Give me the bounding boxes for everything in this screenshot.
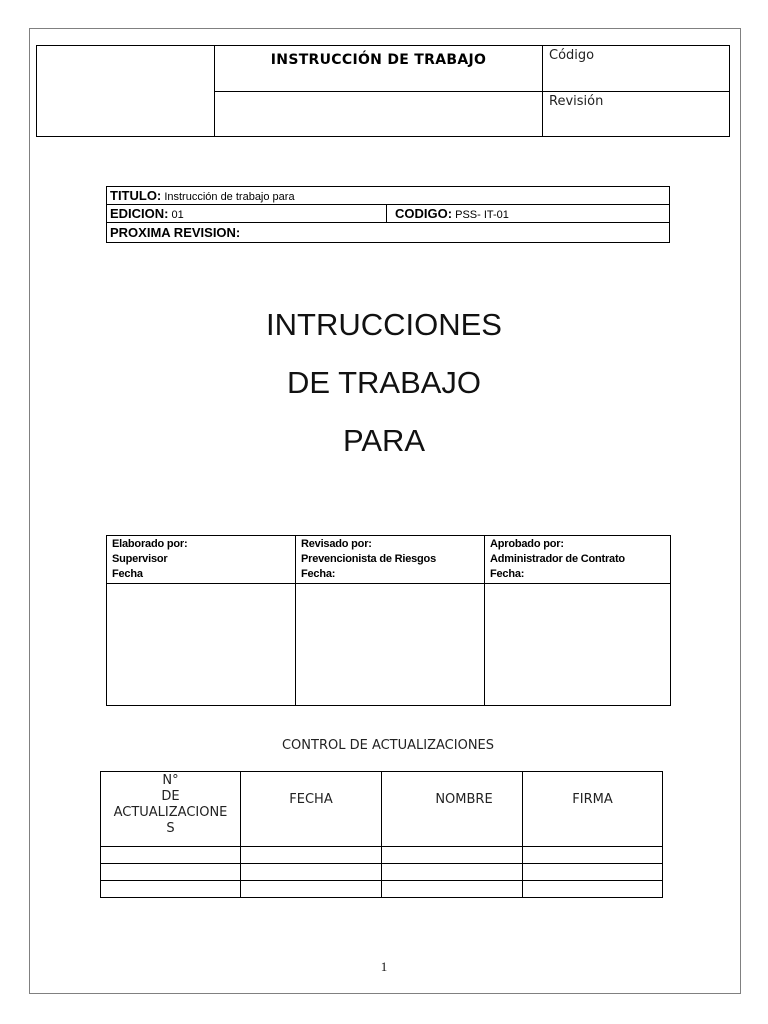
document-header-table	[36, 45, 730, 137]
table-cell	[101, 847, 241, 864]
table-cell	[241, 881, 382, 898]
elaborado-role: Supervisor	[112, 553, 168, 565]
edicion-codigo-row	[107, 205, 669, 223]
revisado-role: Prevencionista de Riesgos	[301, 553, 436, 565]
aprobado-role: Administrador de Contrato	[490, 553, 625, 565]
elaborado-column	[107, 536, 296, 705]
aprobado-signature-area	[485, 584, 670, 705]
header-numero-line-4: S	[166, 821, 175, 836]
table-cell	[382, 847, 523, 864]
main-title-line-1: INTRUCCIONES	[266, 307, 502, 342]
header-numero-line-3: ACTUALIZACIONE	[113, 805, 228, 820]
table-cell	[101, 881, 241, 898]
edicion-value: 01	[168, 209, 184, 221]
header-title: INSTRUCCIÓN DE TRABAJO	[215, 46, 543, 92]
elaborado-label: Elaborado por:	[112, 538, 188, 550]
page-number: 1	[380, 959, 388, 974]
table-row	[101, 847, 662, 864]
header-numero-line-2: DE	[161, 789, 180, 804]
revisado-date-label: Fecha:	[301, 568, 336, 580]
proxima-revision-row	[107, 224, 669, 242]
codigo-label: CODIGO:	[395, 206, 453, 221]
control-table-header	[101, 772, 662, 847]
main-title-line-3: PARA	[342, 423, 426, 458]
control-title: CONTROL DE ACTUALIZACIONES	[281, 738, 495, 753]
aprobado-date-label: Fecha:	[490, 568, 525, 580]
table-cell	[101, 864, 241, 881]
codigo-cell	[387, 205, 669, 223]
main-title-line-2: DE TRABAJO	[286, 365, 482, 400]
header-blank-cell	[215, 92, 543, 136]
table-row	[101, 864, 662, 881]
revisado-label: Revisado por:	[301, 538, 372, 550]
control-table	[100, 771, 663, 898]
table-cell	[382, 864, 523, 881]
document-info-table	[106, 186, 670, 243]
elaborado-header	[107, 536, 295, 584]
titulo-value: Instrucción de trabajo para	[161, 191, 295, 203]
header-nombre: NOMBRE	[382, 772, 523, 847]
titulo-label: TITULO:	[110, 188, 162, 203]
elaborado-signature-area	[107, 584, 295, 705]
elaborado-date-label: Fecha	[112, 568, 143, 580]
table-cell	[523, 864, 662, 881]
revisado-signature-area	[296, 584, 484, 705]
proxima-revision-label: PROXIMA REVISION:	[110, 225, 241, 240]
table-cell	[523, 881, 662, 898]
table-cell	[523, 847, 662, 864]
header-numero-actualizaciones	[101, 772, 241, 847]
revisado-header	[296, 536, 484, 584]
revisado-column	[296, 536, 485, 705]
header-numero-line-1: N°	[162, 773, 179, 788]
header-firma: FIRMA	[572, 792, 613, 807]
header-codigo-label: Código	[543, 46, 729, 92]
approval-table	[106, 535, 671, 706]
edicion-cell	[107, 205, 387, 223]
aprobado-header	[485, 536, 670, 584]
logo-cell	[37, 46, 215, 136]
titulo-cell	[107, 187, 295, 205]
header-fecha: FECHA	[241, 772, 382, 847]
table-row	[101, 881, 662, 898]
header-revision-label: Revisión	[549, 94, 604, 109]
codigo-value: PSS- IT-01	[452, 209, 509, 221]
table-cell	[241, 864, 382, 881]
table-cell	[241, 847, 382, 864]
titulo-row	[107, 187, 669, 205]
aprobado-label: Aprobado por:	[490, 538, 564, 550]
edicion-label: EDICION:	[110, 206, 169, 221]
aprobado-column	[485, 536, 670, 705]
proxima-revision-cell	[107, 224, 240, 242]
table-cell	[382, 881, 523, 898]
